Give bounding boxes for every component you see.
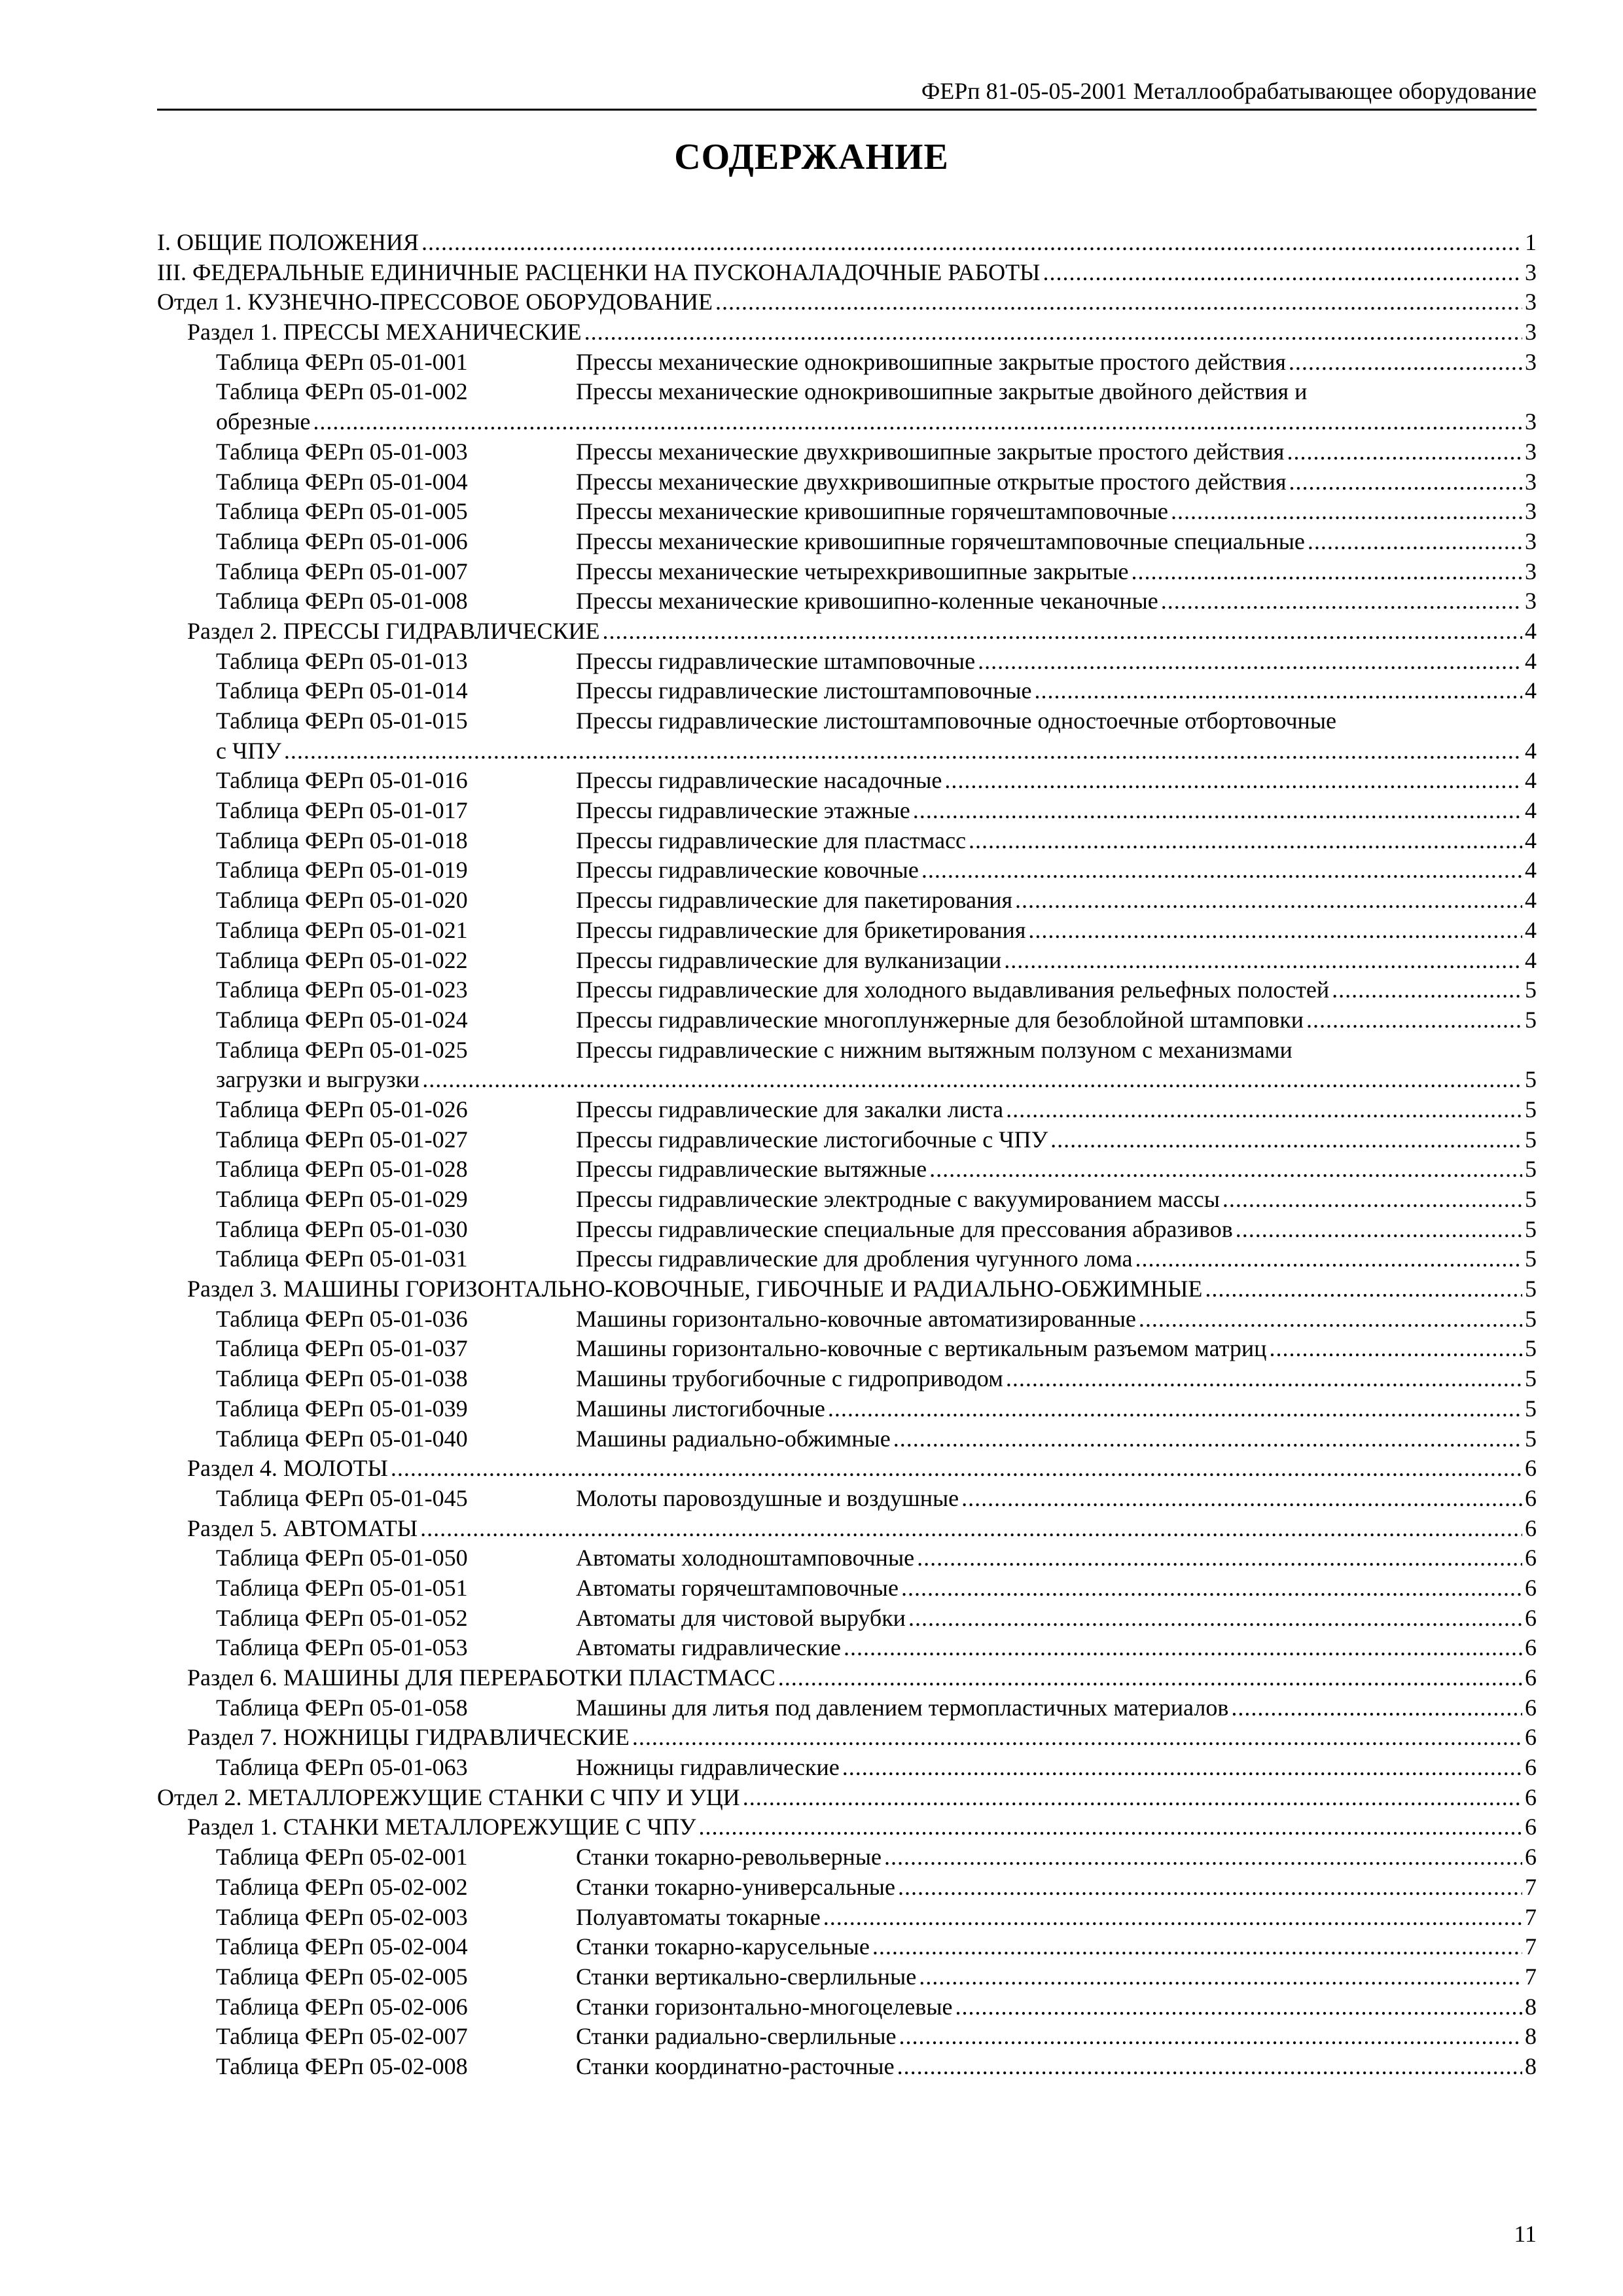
toc-row	[157, 1274, 1537, 1304]
dot-leader	[1308, 527, 1522, 557]
toc-row	[157, 1932, 1537, 1962]
toc-table-code: Таблица ФЕРп 05-02-007	[216, 2023, 468, 2050]
dot-leader	[929, 1155, 1522, 1185]
dot-leader	[699, 1812, 1522, 1842]
toc-row	[157, 826, 1537, 856]
toc-entry-text: Станки горизонтально-многоцелевые	[576, 1993, 953, 2020]
toc-row	[157, 1514, 1537, 1544]
toc-row	[157, 2052, 1537, 2082]
dot-leader	[917, 1543, 1522, 1573]
toc-entry-text: Станки токарно-револьверные	[576, 1844, 882, 1871]
dot-leader	[1035, 676, 1522, 706]
toc-entry-text: Ножницы гидравлические	[576, 1754, 840, 1781]
toc-entry-text: Прессы механические четырехкривошипные закрытые	[576, 558, 1129, 584]
toc-entry-text: Прессы гидравлические для брикетирования	[576, 916, 1026, 943]
toc-row	[157, 1364, 1537, 1394]
toc-row	[157, 1693, 1537, 1723]
toc-page-number: 6	[1525, 1545, 1537, 1571]
toc-row	[157, 1783, 1537, 1813]
toc-page-number: 3	[1525, 468, 1537, 495]
toc-row	[157, 676, 1537, 706]
dot-leader	[1289, 467, 1522, 497]
toc-page-number: 4	[1525, 887, 1537, 914]
toc-page-number: 7	[1525, 1933, 1537, 1960]
toc-page-number: 5	[1525, 1335, 1537, 1362]
dot-leader	[1289, 348, 1522, 378]
dot-leader	[391, 1454, 1522, 1484]
toc-entry-text: Прессы гидравлические электродные с вакуумированием массы	[576, 1186, 1220, 1212]
dot-leader	[893, 1424, 1522, 1454]
toc-table-code: Таблица ФЕРп 05-01-024	[216, 1006, 468, 1033]
toc-page-number: 5	[1525, 1066, 1537, 1093]
toc-entry-text: Прессы гидравлические многоплунжерные для безоблойной штамповки	[576, 1006, 1304, 1033]
toc-entry-text: Раздел 7. НОЖНИЦЫ ГИДРАВЛИЧЕСКИЕ	[187, 1724, 630, 1751]
toc-row	[157, 1842, 1537, 1873]
toc-table-code: Таблица ФЕРп 05-01-026	[216, 1096, 468, 1122]
dot-leader	[1006, 1364, 1522, 1394]
toc-table-code: Таблица ФЕРп 05-02-004	[216, 1933, 468, 1960]
toc-entry-text: Станки координатно-расточные	[576, 2053, 895, 2079]
toc-row	[157, 1424, 1537, 1454]
toc-entry-text: III. ФЕДЕРАЛЬНЫЕ ЕДИНИЧНЫЕ РАСЦЕНКИ НА ПУСКОНАЛАДОЧНЫЕ РАБОТЫ	[157, 259, 1041, 285]
toc-row	[157, 258, 1537, 288]
dot-leader	[1161, 586, 1522, 617]
toc-table-code: Таблица ФЕРп 05-01-021	[216, 916, 468, 943]
toc-table-code: Таблица ФЕРп 05-01-023	[216, 977, 468, 1003]
toc-row	[157, 1812, 1537, 1842]
dot-leader	[944, 766, 1522, 796]
toc-page-number: 6	[1525, 1724, 1537, 1751]
toc-row	[157, 497, 1537, 527]
toc-page-number: 5	[1525, 977, 1537, 1003]
dot-leader	[1043, 258, 1522, 288]
toc-row	[157, 1095, 1537, 1125]
toc-table-code: Таблица ФЕРп 05-01-019	[216, 857, 468, 884]
toc-row	[157, 617, 1537, 647]
dot-leader	[421, 228, 1522, 258]
toc-page-number: 8	[1525, 2053, 1537, 2079]
toc-page-number: 5	[1525, 1246, 1537, 1272]
dot-leader	[603, 617, 1523, 647]
toc-row	[157, 377, 1537, 407]
toc-row-continuation	[157, 407, 1537, 437]
toc-page-number: 5	[1525, 1276, 1537, 1302]
toc-entry-text: Прессы гидравлические для вулканизации	[576, 946, 1002, 973]
dot-leader	[1205, 1274, 1522, 1304]
toc-entry-text: Станки вертикально-сверлильные	[576, 1963, 917, 1990]
dot-leader	[778, 1663, 1522, 1693]
toc-table-code: Таблица ФЕРп 05-01-028	[216, 1156, 468, 1183]
toc-entry-text: Прессы гидравлические с нижним вытяжным ползуном с механизмами	[576, 1036, 1293, 1063]
toc-row	[157, 228, 1537, 258]
toc-row	[157, 557, 1537, 587]
toc-table-code: Таблица ФЕРп 05-01-007	[216, 558, 468, 584]
toc-table-code: Таблица ФЕРп 05-01-063	[216, 1754, 468, 1781]
toc-entry-text: Прессы гидравлические для дробления чугунного лома	[576, 1246, 1133, 1272]
toc-page-number: 5	[1525, 1126, 1537, 1153]
toc-table-code: Таблица ФЕРп 05-01-050	[216, 1545, 468, 1571]
toc-row	[157, 1962, 1537, 1992]
toc-table-code: Таблица ФЕРп 05-01-018	[216, 827, 468, 853]
toc-entry-text: Автоматы для чистовой вырубки	[576, 1604, 906, 1631]
toc-row	[157, 946, 1537, 976]
toc-entry-text: Прессы гидравлические специальные для прессования абразивов	[576, 1215, 1233, 1242]
dot-leader	[978, 647, 1522, 677]
toc-entry-text: Прессы гидравлические этажные	[576, 797, 910, 824]
toc-row	[157, 348, 1537, 378]
dot-leader	[828, 1394, 1522, 1424]
toc-table-code: Таблица ФЕРп 05-01-022	[216, 946, 468, 973]
toc-table-code: Таблица ФЕРп 05-01-031	[216, 1246, 468, 1272]
toc-row	[157, 916, 1537, 946]
toc-table-code: Таблица ФЕРп 05-01-013	[216, 647, 468, 674]
toc-table-code: Таблица ФЕРп 05-01-038	[216, 1365, 468, 1392]
toc-table-code: Таблица ФЕРп 05-01-030	[216, 1215, 468, 1242]
toc-entry-text: Машины радиально-обжимные	[576, 1425, 891, 1452]
toc-entry-text: Прессы гидравлические штамповочные	[576, 647, 976, 674]
toc-page-number: 6	[1525, 1515, 1537, 1541]
toc-entry-text: Прессы гидравлические листоштамповочные одностоечные отбортовочные	[576, 708, 1336, 734]
dot-leader	[1287, 437, 1522, 467]
toc-page-number: 6	[1525, 1455, 1537, 1482]
dot-leader	[1332, 975, 1522, 1005]
toc-row	[157, 1753, 1537, 1783]
toc-table-code: Таблица ФЕРп 05-01-040	[216, 1425, 468, 1452]
toc-row	[157, 1125, 1537, 1155]
toc-row	[157, 1604, 1537, 1634]
toc-table-code: Таблица ФЕРп 05-02-003	[216, 1903, 468, 1930]
dot-leader	[420, 1514, 1522, 1544]
toc-page-number: 3	[1525, 259, 1537, 285]
dot-leader	[823, 1903, 1522, 1933]
toc-entry-text: Прессы механические однокривошипные закрытые простого действия	[576, 348, 1286, 375]
toc-table-code: Таблица ФЕРп 05-01-052	[216, 1604, 468, 1631]
toc-page-number: 4	[1525, 737, 1537, 764]
toc-entry-text: Прессы гидравлические вытяжные	[576, 1156, 927, 1183]
toc-page-number: 4	[1525, 916, 1537, 943]
toc-entry-text: Машины для литья под давлением термопластичных материалов	[576, 1694, 1229, 1721]
toc-entry-text: Автоматы горячештамповочные	[576, 1574, 899, 1601]
toc-page-number: 3	[1525, 588, 1537, 615]
toc-row	[157, 1573, 1537, 1604]
toc-page-number: 7	[1525, 1903, 1537, 1930]
dot-leader	[632, 1723, 1522, 1753]
toc-row	[157, 467, 1537, 497]
toc-entry-text: Раздел 4. МОЛОТЫ	[187, 1455, 388, 1482]
toc-row	[157, 1334, 1537, 1364]
toc-entry-text: Раздел 6. МАШИНЫ ДЛЯ ПЕРЕРАБОТКИ ПЛАСТМАСС	[187, 1664, 776, 1691]
table-of-contents	[157, 228, 1537, 2082]
dot-leader	[1006, 1095, 1522, 1125]
dot-leader	[1015, 886, 1522, 916]
dot-leader	[1306, 1005, 1522, 1035]
toc-page-number: 5	[1525, 1006, 1537, 1033]
toc-entry-text: Прессы гидравлические для пакетирования	[576, 887, 1013, 914]
toc-row	[157, 586, 1537, 617]
toc-row	[157, 1155, 1537, 1185]
toc-row	[157, 647, 1537, 677]
toc-entry-text: Прессы гидравлические ковочные	[576, 857, 919, 884]
toc-entry-text: Прессы гидравлические листоштамповочные	[576, 677, 1032, 704]
toc-entry-text: Машины горизонтально-ковочные автоматизированные	[576, 1305, 1136, 1332]
toc-row-continuation	[157, 1065, 1537, 1095]
toc-table-code: Таблица ФЕРп 05-01-003	[216, 438, 468, 465]
toc-page-number: 5	[1525, 1365, 1537, 1392]
toc-entry-text: Прессы механические однокривошипные закрытые двойного действия и	[576, 378, 1308, 405]
dot-leader	[1236, 1215, 1522, 1245]
toc-row	[157, 1723, 1537, 1753]
toc-entry-text: Отдел 1. КУЗНЕЧНО-ПРЕССОВОЕ ОБОРУДОВАНИЕ	[157, 289, 713, 315]
toc-page-number: 4	[1525, 797, 1537, 824]
dot-leader	[913, 796, 1522, 826]
toc-row	[157, 855, 1537, 886]
dot-leader	[1269, 1334, 1522, 1364]
toc-row	[157, 796, 1537, 826]
toc-page-number: 6	[1525, 1754, 1537, 1781]
toc-page-number: 3	[1525, 498, 1537, 525]
running-header	[157, 72, 1537, 111]
toc-row-continuation	[157, 736, 1537, 766]
toc-entry-continuation: с ЧПУ	[216, 737, 281, 764]
toc-table-code: Таблица ФЕРп 05-01-006	[216, 528, 468, 554]
toc-page-number: 6	[1525, 1844, 1537, 1871]
toc-page-number: 5	[1525, 1096, 1537, 1122]
dot-leader	[901, 1573, 1522, 1604]
dot-leader	[955, 1992, 1523, 2022]
toc-table-code: Таблица ФЕРп 05-01-020	[216, 887, 468, 914]
toc-entry-text: Станки токарно-карусельные	[576, 1933, 870, 1960]
dot-leader	[1050, 1125, 1522, 1155]
toc-page-number: 4	[1525, 827, 1537, 853]
dot-leader	[872, 1932, 1522, 1962]
toc-row	[157, 1454, 1537, 1484]
toc-table-code: Таблица ФЕРп 05-01-014	[216, 677, 468, 704]
toc-row	[157, 1394, 1537, 1424]
toc-row	[157, 1304, 1537, 1335]
toc-row	[157, 1484, 1537, 1514]
toc-table-code: Таблица ФЕРп 05-01-025	[216, 1036, 468, 1063]
toc-entry-text: Раздел 5. АВТОМАТЫ	[187, 1515, 418, 1541]
toc-entry-text: Машины листогибочные	[576, 1395, 825, 1422]
toc-entry-text: Прессы гидравлические листогибочные с ЧПУ	[576, 1126, 1048, 1153]
toc-page-number: 3	[1525, 528, 1537, 554]
dot-leader	[1004, 946, 1522, 976]
toc-entry-text: Станки радиально-сверлильные	[576, 2023, 897, 2050]
toc-page-number: 3	[1525, 408, 1537, 435]
toc-row	[157, 1633, 1537, 1663]
toc-page-number: 3	[1525, 558, 1537, 584]
toc-table-code: Таблица ФЕРп 05-01-002	[216, 378, 468, 405]
toc-page-number: 6	[1525, 1664, 1537, 1691]
toc-page-number: 3	[1525, 319, 1537, 346]
dot-leader	[1139, 1304, 1522, 1335]
toc-page-number: 3	[1525, 438, 1537, 465]
toc-entry-text: Прессы гидравлические для пластмасс	[576, 827, 967, 853]
dot-leader	[1222, 1185, 1522, 1215]
toc-page-number: 7	[1525, 1963, 1537, 1990]
toc-table-code: Таблица ФЕРп 05-02-005	[216, 1963, 468, 1990]
toc-row	[157, 527, 1537, 557]
dot-leader	[899, 2022, 1522, 2052]
dot-leader	[313, 407, 1522, 437]
toc-page-number: 5	[1525, 1186, 1537, 1212]
toc-page-number: 6	[1525, 1484, 1537, 1511]
toc-page-number: 4	[1525, 677, 1537, 704]
toc-row	[157, 886, 1537, 916]
toc-table-code: Таблица ФЕРп 05-01-045	[216, 1484, 468, 1511]
dot-leader	[908, 1604, 1522, 1634]
toc-entry-text: Прессы механические кривошипные горячештамповочные специальные	[576, 528, 1305, 554]
toc-page-number: 5	[1525, 1215, 1537, 1242]
toc-entry-text: Полуавтоматы токарные	[576, 1903, 821, 1930]
toc-page-number: 5	[1525, 1425, 1537, 1452]
toc-entry-text: Прессы гидравлические для закалки листа	[576, 1096, 1004, 1122]
toc-entry-text: I. ОБЩИЕ ПОЛОЖЕНИЯ	[157, 229, 419, 255]
toc-page-number: 5	[1525, 1395, 1537, 1422]
toc-table-code: Таблица ФЕРп 05-01-051	[216, 1574, 468, 1601]
toc-page-number: 4	[1525, 617, 1537, 644]
toc-table-code: Таблица ФЕРп 05-02-006	[216, 1993, 468, 2020]
dot-leader	[743, 1783, 1522, 1813]
toc-row	[157, 2022, 1537, 2052]
header-text: ФЕРп 81-05-05-2001 Металлообрабатывающее оборудование	[921, 78, 1537, 104]
toc-table-code: Таблица ФЕРп 05-01-008	[216, 588, 468, 615]
toc-table-code: Таблица ФЕРп 05-02-008	[216, 2053, 468, 2079]
toc-page-number: 4	[1525, 946, 1537, 973]
toc-table-code: Таблица ФЕРп 05-01-053	[216, 1634, 468, 1661]
dot-leader	[1171, 497, 1522, 527]
toc-entry-text: Прессы гидравлические насадочные	[576, 767, 942, 794]
page-number: 11	[1514, 2221, 1537, 2247]
dot-leader	[844, 1633, 1522, 1663]
dot-leader	[884, 1842, 1522, 1873]
toc-entry-text: Раздел 2. ПРЕССЫ ГИДРАВЛИЧЕСКИЕ	[187, 617, 600, 644]
toc-page-number: 7	[1525, 1873, 1537, 1900]
toc-table-code: Таблица ФЕРп 05-01-015	[216, 708, 468, 734]
toc-page-number: 6	[1525, 1634, 1537, 1661]
toc-table-code: Таблица ФЕРп 05-02-002	[216, 1873, 468, 1900]
toc-entry-continuation: загрузки и выгрузки	[216, 1066, 420, 1093]
dot-leader	[842, 1753, 1522, 1783]
toc-entry-continuation: обрезные	[216, 408, 311, 435]
toc-entry-text: Отдел 2. МЕТАЛЛОРЕЖУЩИЕ СТАНКИ С ЧПУ И УЦИ	[157, 1784, 740, 1810]
dot-leader	[969, 826, 1522, 856]
dot-leader	[1132, 557, 1522, 587]
toc-table-code: Таблица ФЕРп 05-01-036	[216, 1305, 468, 1332]
toc-page-number: 6	[1525, 1784, 1537, 1810]
toc-page-number: 3	[1525, 348, 1537, 375]
toc-table-code: Таблица ФЕРп 05-01-037	[216, 1335, 468, 1362]
toc-entry-text: Станки токарно-универсальные	[576, 1873, 895, 1900]
dot-leader	[921, 855, 1522, 886]
toc-table-code: Таблица ФЕРп 05-01-016	[216, 767, 468, 794]
toc-table-code: Таблица ФЕРп 05-01-017	[216, 797, 468, 824]
dot-leader	[1231, 1693, 1522, 1723]
toc-page-number: 6	[1525, 1604, 1537, 1631]
dot-leader	[284, 736, 1522, 766]
toc-page-number: 6	[1525, 1694, 1537, 1721]
toc-row	[157, 1035, 1537, 1066]
dot-leader	[1028, 916, 1522, 946]
toc-table-code: Таблица ФЕРп 05-02-001	[216, 1844, 468, 1871]
toc-entry-text: Машины трубогибочные с гидроприводом	[576, 1365, 1003, 1392]
dot-leader	[1135, 1244, 1522, 1274]
toc-table-code: Таблица ФЕРп 05-01-001	[216, 348, 468, 375]
toc-row	[157, 1543, 1537, 1573]
toc-row	[157, 1005, 1537, 1035]
toc-entry-text: Прессы гидравлические для холодного выдавливания рельефных полостей	[576, 977, 1330, 1003]
toc-page-number: 3	[1525, 289, 1537, 315]
toc-page-number: 4	[1525, 647, 1537, 674]
dot-leader	[715, 287, 1522, 317]
toc-entry-text: Машины горизонтально-ковочные с вертикальным разъемом матриц	[576, 1335, 1267, 1362]
dot-leader	[422, 1065, 1522, 1095]
toc-row	[157, 766, 1537, 796]
page-title: СОДЕРЖАНИЕ	[674, 137, 949, 177]
toc-row	[157, 1244, 1537, 1274]
toc-page-number: 6	[1525, 1574, 1537, 1601]
toc-row	[157, 1185, 1537, 1215]
toc-page-number: 5	[1525, 1156, 1537, 1183]
toc-page-number: 6	[1525, 1814, 1537, 1840]
toc-page-number: 8	[1525, 2023, 1537, 2050]
dot-leader	[897, 2052, 1522, 2082]
toc-table-code: Таблица ФЕРп 05-01-039	[216, 1395, 468, 1422]
toc-entry-text: Прессы механические двухкривошипные закрытые простого действия	[576, 438, 1285, 465]
toc-entry-text: Автоматы гидравлические	[576, 1634, 841, 1661]
toc-entry-text: Раздел 1. СТАНКИ МЕТАЛЛОРЕЖУЩИЕ С ЧПУ	[187, 1814, 696, 1840]
toc-page-number: 4	[1525, 767, 1537, 794]
toc-row	[157, 317, 1537, 348]
toc-row	[157, 1663, 1537, 1693]
toc-row	[157, 1873, 1537, 1903]
toc-entry-text: Прессы механические кривошипные горячештамповочные	[576, 498, 1169, 525]
toc-entry-text: Прессы механические двухкривошипные открытые простого действия	[576, 468, 1287, 495]
toc-row	[157, 287, 1537, 317]
toc-page-number: 4	[1525, 857, 1537, 884]
toc-row	[157, 975, 1537, 1005]
toc-entry-text: Автоматы холодноштамповочные	[576, 1545, 915, 1571]
toc-table-code: Таблица ФЕРп 05-01-058	[216, 1694, 468, 1721]
toc-row	[157, 1215, 1537, 1245]
toc-row	[157, 706, 1537, 736]
toc-table-code: Таблица ФЕРп 05-01-005	[216, 498, 468, 525]
toc-page-number: 1	[1525, 229, 1537, 255]
dot-leader	[919, 1962, 1522, 1992]
toc-entry-text: Молоты паровоздушные и воздушные	[576, 1484, 959, 1511]
toc-entry-text: Раздел 1. ПРЕССЫ МЕХАНИЧЕСКИЕ	[187, 319, 582, 346]
toc-page-number: 8	[1525, 1993, 1537, 2020]
dot-leader	[961, 1484, 1522, 1514]
toc-row	[157, 1903, 1537, 1933]
toc-row	[157, 1992, 1537, 2022]
toc-row	[157, 437, 1537, 467]
toc-page-number: 5	[1525, 1305, 1537, 1332]
toc-table-code: Таблица ФЕРп 05-01-004	[216, 468, 468, 495]
toc-entry-text: Прессы механические кривошипно-коленные чеканочные	[576, 588, 1158, 615]
dot-leader	[898, 1873, 1522, 1903]
dot-leader	[584, 317, 1522, 348]
toc-entry-text: Раздел 3. МАШИНЫ ГОРИЗОНТАЛЬНО-КОВОЧНЫЕ, ГИБОЧНЫЕ И РАДИАЛЬНО-ОБЖИМНЫЕ	[187, 1276, 1203, 1302]
toc-table-code: Таблица ФЕРп 05-01-029	[216, 1186, 468, 1212]
toc-table-code: Таблица ФЕРп 05-01-027	[216, 1126, 468, 1153]
